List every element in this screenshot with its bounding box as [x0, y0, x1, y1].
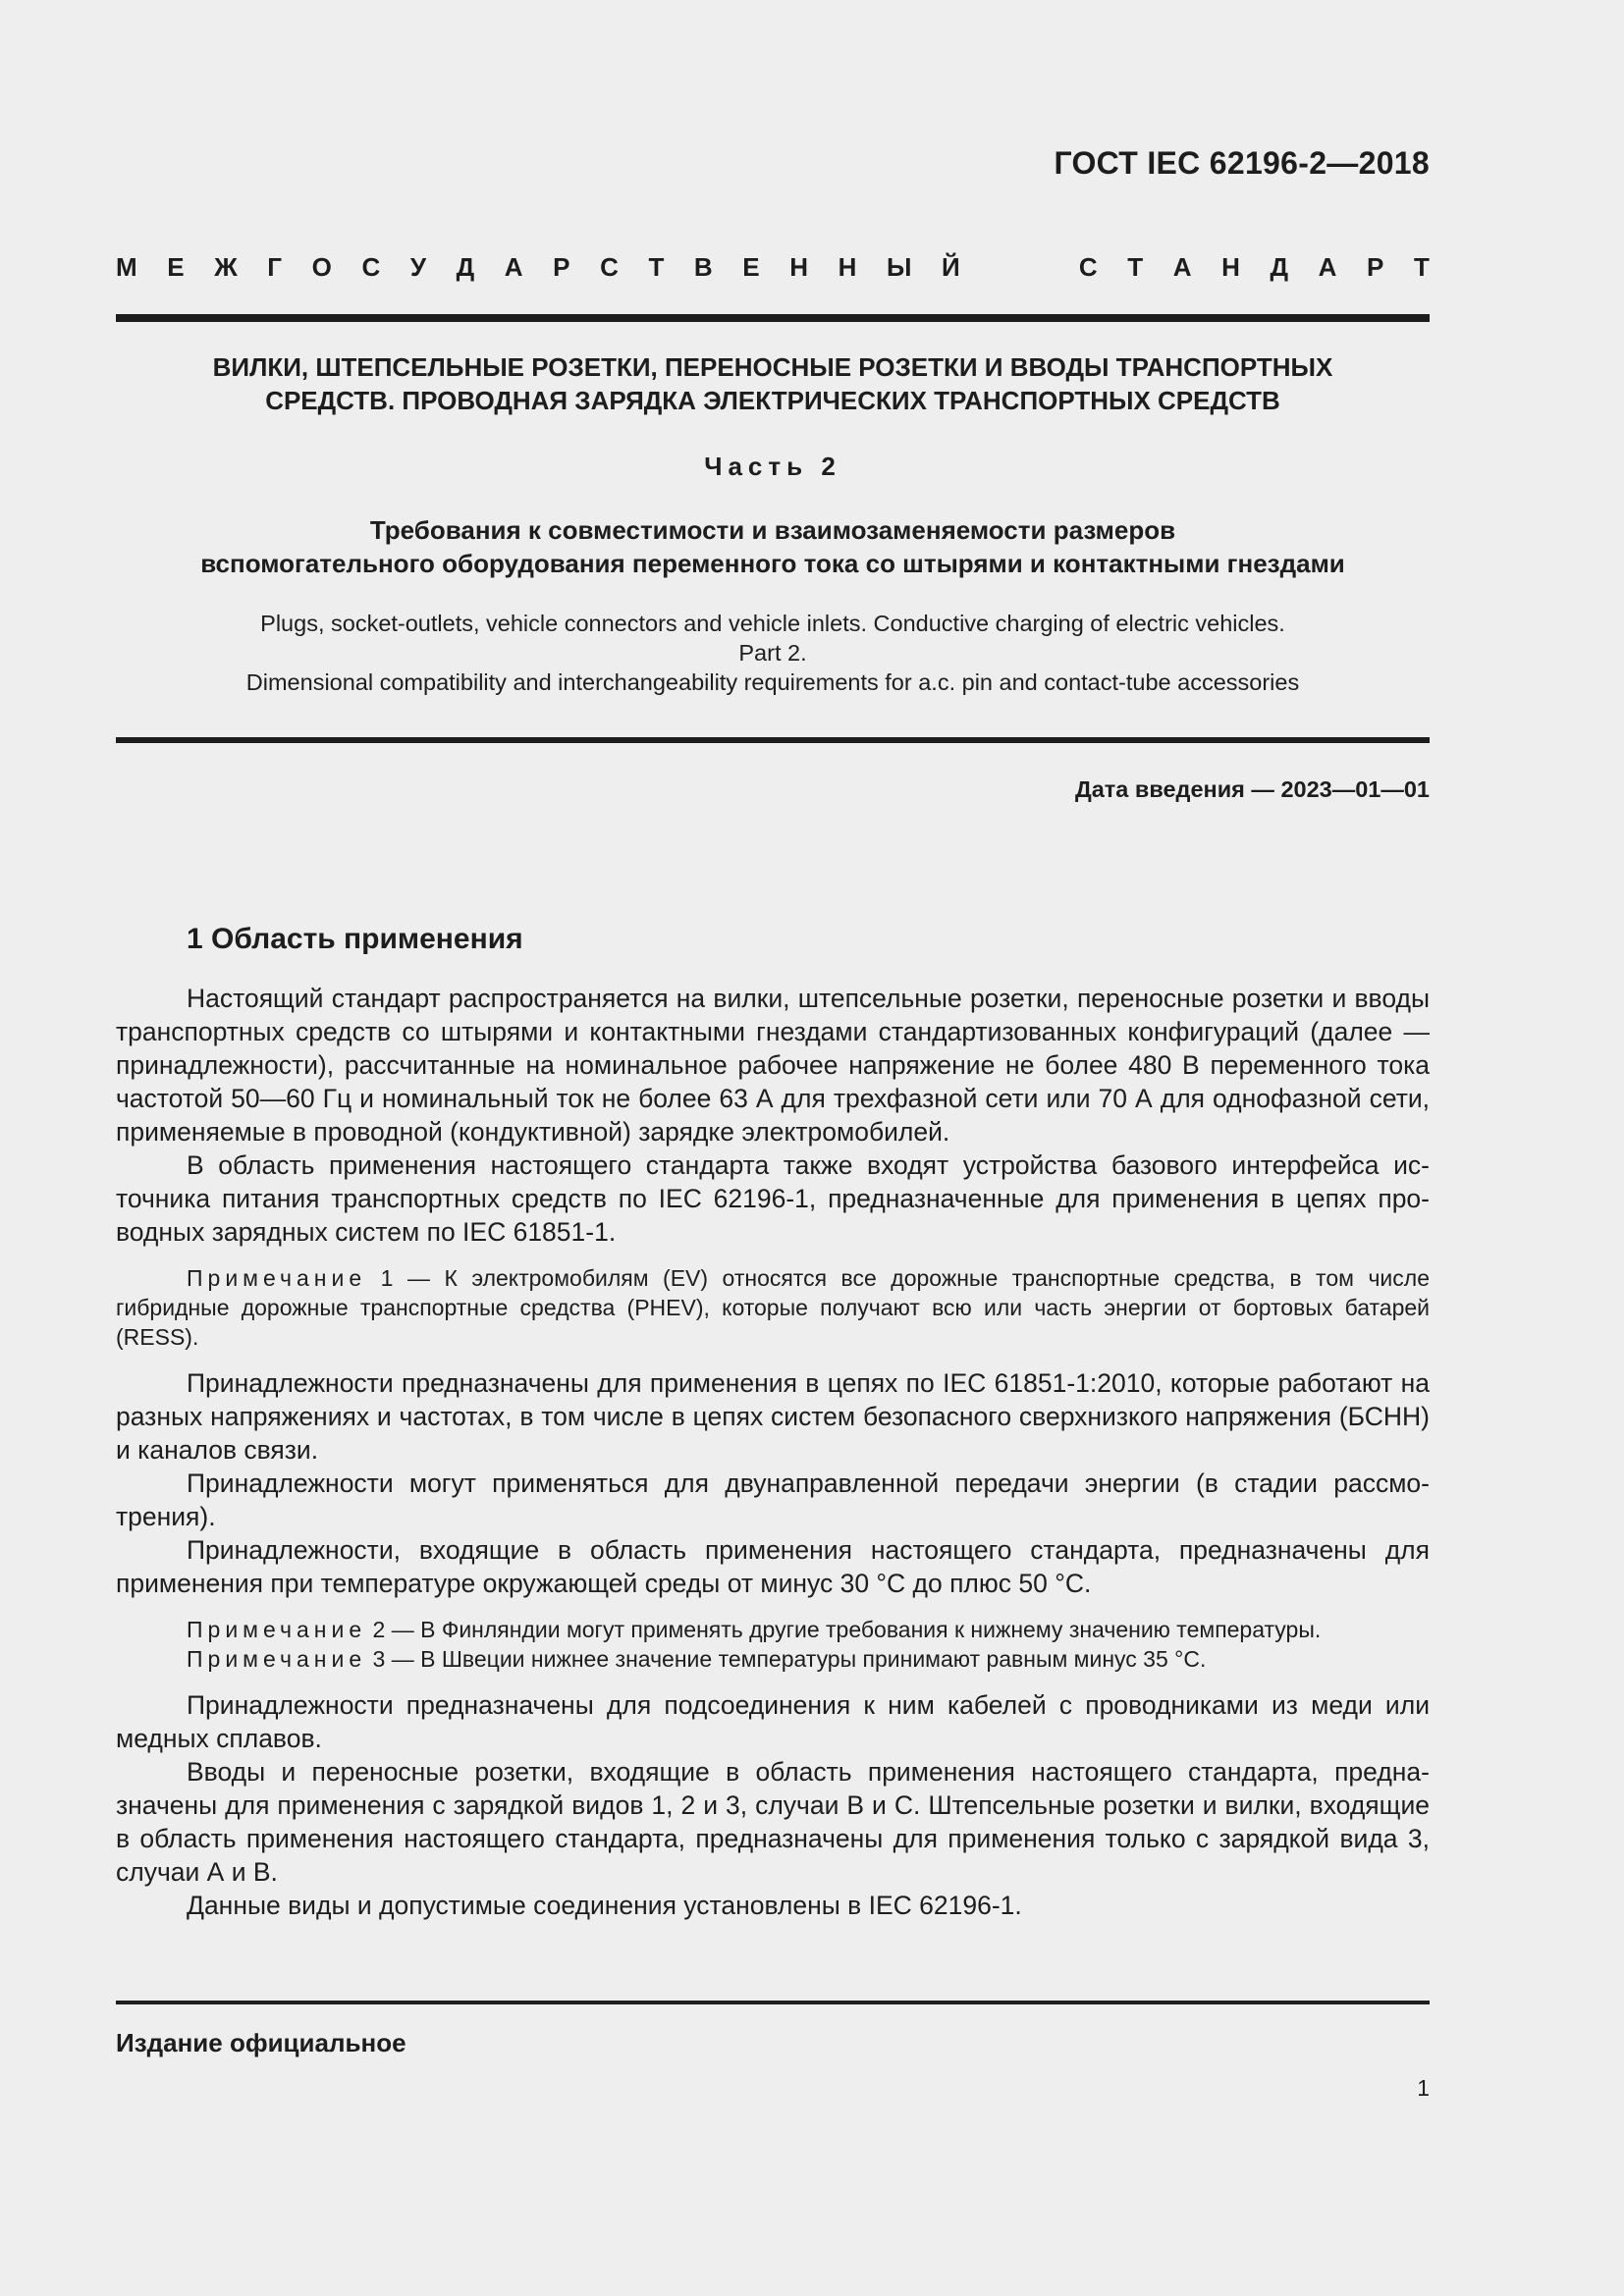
standard-type-letter: Д: [456, 252, 475, 282]
standard-type-letter: Н: [838, 252, 857, 282]
standard-type-letter: Г: [267, 252, 283, 282]
standard-type-letter: Й: [942, 252, 960, 282]
section-heading: 1 Область применения: [187, 923, 523, 955]
paragraph: Принадлежности, входящие в область применения настоящего стандарта, предназначены для применения при температуре окружающей среды от минус 30 °С до плюс 50 °С.: [116, 1535, 1430, 1598]
paragraph: Принадлежности предназначены для подсоединения к ним кабелей с проводниками из меди или медных сплавов.: [116, 1690, 1430, 1753]
note: [116, 1615, 1430, 1644]
standard-type-letter: С: [1078, 252, 1098, 282]
document-subtitle: [116, 513, 1430, 580]
standard-type-letter: А: [1172, 252, 1192, 282]
standard-type-letter: А: [504, 252, 523, 282]
note-text: 3 — В Швеции нижнее значение температуры принимают равным минус 35 °С.: [366, 1646, 1207, 1672]
note: [116, 1263, 1430, 1352]
standard-type-letter: Т: [1413, 252, 1430, 282]
note-text: 2 — В Финляндии могут применять другие требования к нижнему значению температуры.: [366, 1617, 1322, 1642]
english-title-line: Plugs, socket-outlets, vehicle connectors and vehicle inlets. Conductive charging of electric vehicles.: [260, 611, 1285, 636]
edition-label: Издание официальное: [116, 2028, 406, 2057]
standard-type-letter: Д: [1270, 252, 1289, 282]
footer-rule: [116, 2001, 1430, 2004]
standard-type-letter: У: [409, 252, 427, 282]
standard-type-letter: С: [361, 252, 381, 282]
standard-type-letter: Р: [1367, 252, 1384, 282]
standard-type-letter: В: [693, 252, 713, 282]
standard-type-letter: Е: [742, 252, 760, 282]
english-title-line: Part 2.: [738, 640, 807, 666]
subtitle-line: вспомогательного оборудования переменного тока со штырями и контактными гнездами: [200, 549, 1345, 578]
note-label: Примечание: [187, 1617, 367, 1642]
standard-type-letter: Т: [1127, 252, 1144, 282]
standard-type-letter: Р: [553, 252, 570, 282]
paragraph: Вводы и переносные розетки, входящие в область применения настоящего стандарта, предназначены для применения с зарядкой видов 1, 2 и 3, случаи В и С. Штепсельные розетки и вилки, входящие в область применения настоящего стандарта, предназначены для применения только с зарядкой вида 3, случаи А и В.: [116, 1757, 1430, 1887]
standard-type-letter: О: [311, 252, 332, 282]
paragraph: Принадлежности предназначены для применения в цепях по IEC 61851-1:2010, которые работают на разных напряжениях и частотах, в том числе в цепях систем безопасного сверхнизкого напряжения (БСНН) и каналов связи.: [116, 1368, 1430, 1465]
paragraph: В область применения настоящего стандарта также входят устройства базового интерфейса источника питания транспортных средств по IEC 62196-1, предназначенные для применения в цепях проводных зарядных систем по IEC 61851-1.: [116, 1150, 1430, 1247]
note: [116, 1644, 1430, 1674]
word-gap: [990, 252, 1049, 283]
standard-type-letter: Н: [1221, 252, 1240, 282]
paragraph: Данные виды и допустимые соединения установлены в IEC 62196-1.: [187, 1891, 1022, 1920]
standard-type-letter: Т: [648, 252, 665, 282]
section-body: [116, 982, 1430, 1922]
standard-type-letter: С: [600, 252, 619, 282]
standard-type-letter: А: [1318, 252, 1337, 282]
title-line: СРЕДСТВ. ПРОВОДНАЯ ЗАРЯДКА ЭЛЕКТРИЧЕСКИХ ТРАНСПОРТНЫХ СРЕДСТВ: [265, 386, 1280, 415]
standard-type-letter: Е: [167, 252, 185, 282]
title-block-rule: [116, 737, 1430, 743]
paragraph: Настоящий стандарт распространяется на вилки, штепсельные розетки, переносные розетки и вводы транспортных средств со штырями и контактными гнездами стандартизованных конфигураций (далее — принадлежности), рассчитанные на номинальное рабочее напряжение не более 480 В переменного тока частотой 50—60 Гц и номинальный ток не более 63 А для трехфазной сети или 70 А для однофазной сети, применяемые в проводной (кондуктивной) зарядке электромобилей.: [116, 984, 1430, 1147]
english-title-line: Dimensional compatibility and interchangeability requirements for a.c. pin and contact-tube accessories: [245, 669, 1300, 695]
part-label: Часть 2: [704, 452, 841, 481]
standard-type-letter: Ж: [214, 252, 238, 282]
header-rule: [116, 314, 1430, 322]
standard-type-line: [116, 252, 1430, 283]
note-text: 1 — К электромобилям (EV) относятся все дорожные транспортные средства, в том числе гибридные дорожные транспортные средства (PHEV), которые получают всю или часть энергии от бортовых батарей (RESS).: [116, 1265, 1430, 1350]
standard-type-letter: Н: [789, 252, 809, 282]
page-number: 1: [1417, 2075, 1430, 2101]
standard-type-letter: М: [116, 252, 137, 282]
note-label: Примечание: [187, 1265, 367, 1291]
standard-type-letter: Ы: [886, 252, 912, 282]
subtitle-line: Требования к совместимости и взаимозаменяемости размеров: [369, 515, 1176, 545]
standard-code: ГОСТ IEC 62196-2—2018: [1054, 145, 1430, 181]
english-title: [116, 609, 1430, 697]
date-of-introduction: Дата введения — 2023—01—01: [1074, 776, 1430, 802]
paragraph: Принадлежности могут применяться для двунаправленной передачи энергии (в стадии рассмотрения).: [116, 1468, 1430, 1531]
note-label: Примечание: [187, 1646, 367, 1672]
title-line: ВИЛКИ, ШТЕПСЕЛЬНЫЕ РОЗЕТКИ, ПЕРЕНОСНЫЕ РОЗЕТКИ И ВВОДЫ ТРАНСПОРТНЫХ: [212, 352, 1333, 382]
document-title: [116, 350, 1430, 417]
